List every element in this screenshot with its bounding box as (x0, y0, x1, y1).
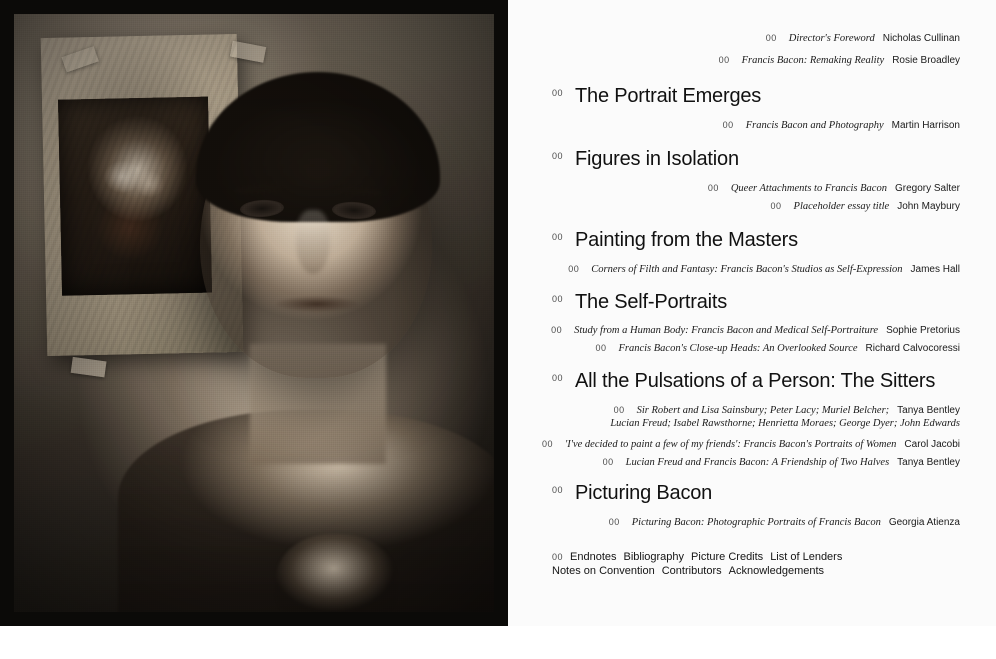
folio-number: 00 (551, 325, 563, 335)
essay-entry (552, 517, 960, 528)
essay-entry (552, 457, 960, 468)
essay-title: Lucian Freud and Francis Bacon: A Friendship of Two Halves (625, 457, 890, 468)
folio-number: 00 (718, 55, 730, 65)
sitter-mouth (276, 296, 358, 312)
essay-author: Richard Calvocoressi (865, 343, 960, 354)
section-heading: Painting from the Masters (575, 229, 798, 251)
essay-author: Carol Jacobi (904, 439, 960, 450)
folio-number: 00 (552, 232, 564, 242)
essay-author: Sophie Pretorius (886, 325, 960, 336)
folio-number: 00 (552, 294, 564, 304)
essay-author: Tanya Bentley (897, 457, 960, 468)
essay-author: Rosie Broadley (892, 55, 960, 66)
essay-title: Francis Bacon: Remaking Reality (741, 55, 885, 66)
toc-entry[interactable] (508, 343, 996, 354)
section-the-portrait-emerges[interactable] (508, 85, 996, 108)
right-page-contents (508, 0, 996, 626)
essay-entry (552, 201, 960, 212)
toc-entry[interactable] (508, 325, 996, 336)
toc-entry[interactable] (508, 405, 996, 416)
folio-number: 00 (722, 120, 734, 130)
essay-author: Gregory Salter (894, 183, 960, 194)
section-the-self-portraits[interactable] (508, 291, 996, 314)
folio-number: 00 (541, 439, 553, 449)
essay-title: Placeholder essay title (793, 201, 890, 212)
section-picturing-bacon[interactable] (508, 482, 996, 505)
photograph-image (14, 14, 494, 612)
folio-number: 00 (595, 343, 607, 353)
toc-entry[interactable] (508, 439, 996, 450)
essay-title: Francis Bacon and Photography (745, 120, 884, 131)
folio-number: 00 (602, 457, 614, 467)
folio-number: 00 (552, 373, 564, 383)
essay-entry (551, 325, 960, 336)
backmatter-picture-credits[interactable]: Picture Credits (691, 551, 764, 563)
essay-entry (552, 55, 960, 66)
essay-title: Picturing Bacon: Photographic Portraits of Francis Bacon (631, 517, 881, 528)
essay-title: Sir Robert and Lisa Sainsbury; Peter Lacy; Muriel Belcher; (636, 405, 890, 416)
essay-entry (552, 33, 960, 44)
folio-number: 00 (552, 151, 564, 161)
section-painting-from-the-masters[interactable] (508, 229, 996, 252)
folio-number: 00 (552, 552, 564, 562)
tape-top-left (61, 46, 98, 72)
toc-entry[interactable] (508, 457, 996, 468)
toc-entry[interactable] (508, 517, 996, 528)
essay-entry (542, 439, 960, 450)
essay-title: Study from a Human Body: Francis Bacon and Medical Self-Portraiture (574, 325, 879, 336)
section-heading: The Self-Portraits (575, 291, 728, 313)
essay-author: James Hall (910, 264, 960, 275)
toc-entry[interactable] (508, 183, 996, 194)
essay-author: Tanya Bentley (897, 405, 960, 416)
essay-entry (552, 405, 960, 416)
toc-entry[interactable] (508, 55, 996, 66)
sitter-hand (276, 534, 396, 612)
essay-author: Nicholas Cullinan (882, 33, 960, 44)
backmatter-acknowledgements[interactable]: Acknowledgements (728, 565, 825, 577)
essay-title: Queer Attachments to Francis Bacon (730, 183, 887, 194)
essay-title: Corners of Filth and Fantasy: Francis Bacon's Studios as Self-Expression (591, 264, 903, 275)
folio-number: 00 (568, 264, 580, 274)
sitter-nose (296, 210, 330, 274)
wall-picture-image (58, 97, 212, 296)
backmatter-line-2[interactable] (552, 565, 960, 577)
toc-entry[interactable] (508, 120, 996, 131)
section-figures-in-isolation[interactable] (508, 148, 996, 171)
section-heading: Picturing Bacon (575, 482, 713, 504)
essay-entry (552, 183, 960, 194)
backmatter-list-of-lenders[interactable]: List of Lenders (770, 551, 843, 563)
essay-entry (552, 264, 960, 275)
essay-author: John Maybury (897, 201, 960, 212)
essay-author: Georgia Atienza (888, 517, 960, 528)
essay-title: Francis Bacon's Close-up Heads: An Overlooked Source (618, 343, 858, 354)
essay-entry (552, 120, 960, 131)
backmatter-bibliography[interactable]: Bibliography (623, 551, 685, 563)
folio-number: 00 (552, 485, 564, 495)
section-heading: Figures in Isolation (575, 148, 739, 170)
backmatter-notes-on-convention[interactable]: Notes on Convention (552, 565, 655, 577)
backmatter-contributors[interactable]: Contributors (661, 565, 722, 577)
folio-number: 00 (707, 183, 719, 193)
essay-entry (552, 343, 960, 354)
toc-entry[interactable] (508, 33, 996, 44)
section-all-the-pulsations-of-a-person[interactable] (508, 370, 996, 393)
backmatter-endnotes[interactable]: Endnotes (570, 551, 617, 563)
essay-title: 'I've decided to paint a few of my friends': Francis Bacon's Portraits of Women (564, 439, 897, 450)
folio-number: 00 (770, 201, 782, 211)
toc-entry[interactable] (508, 264, 996, 275)
essay-title-line2: Lucian Freud; Isabel Rawsthorne; Henrietta Moraes; George Dyer; John Edwards (610, 418, 960, 429)
essay-author: Martin Harrison (891, 120, 960, 131)
backmatter-block (508, 551, 996, 577)
essay-title: Director's Foreword (788, 33, 875, 44)
folio-number: 00 (608, 517, 620, 527)
toc-entry[interactable] (508, 201, 996, 212)
backmatter-line-1[interactable] (552, 551, 960, 563)
folio-number: 00 (552, 88, 564, 98)
table-of-contents (508, 33, 996, 659)
left-page-photograph (0, 0, 508, 626)
folio-number: 00 (613, 405, 625, 415)
folio-number: 00 (765, 33, 777, 43)
section-heading: The Portrait Emerges (575, 85, 762, 107)
section-heading: All the Pulsations of a Person: The Sitters (575, 370, 936, 392)
